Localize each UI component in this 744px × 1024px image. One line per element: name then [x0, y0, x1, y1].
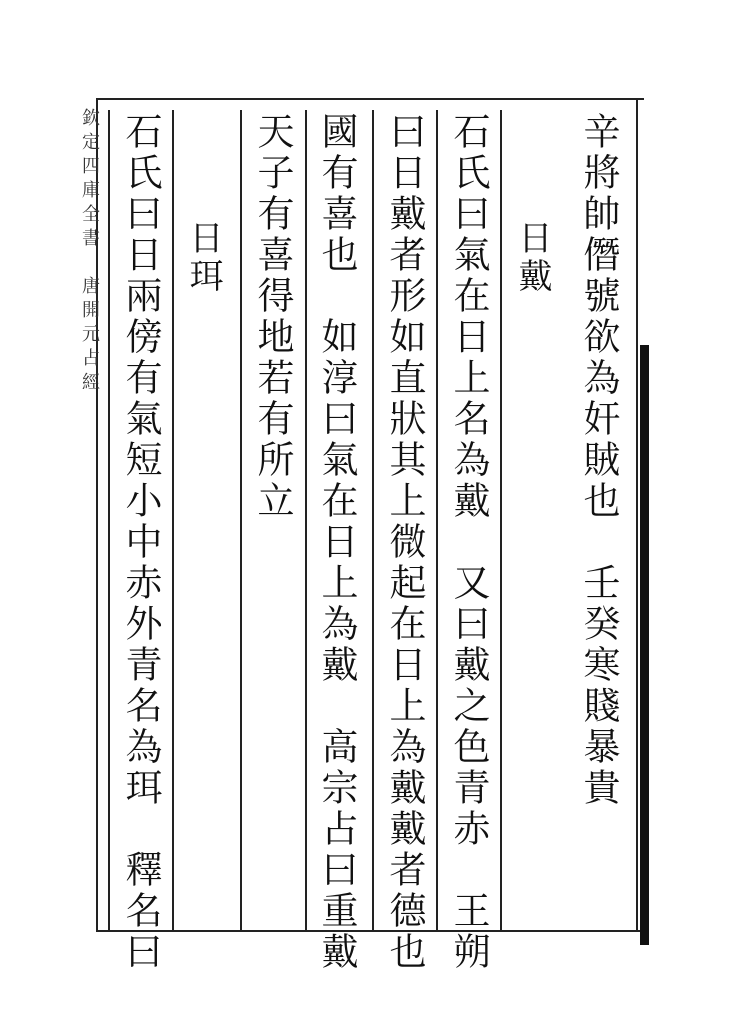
column-divider — [172, 110, 174, 930]
text-column-4: 曰日戴者形如直狀其上微起在日上為戴戴者德也 — [383, 112, 426, 973]
margin-running-title: 欽定四庫全書 唐開元占經 — [79, 108, 100, 396]
heading-column-ri-er: 日珥 — [183, 220, 223, 296]
frame-right-line — [636, 98, 638, 932]
column-divider — [240, 110, 242, 930]
right-page-edge — [640, 345, 649, 945]
column-divider — [305, 110, 307, 930]
column-divider — [108, 110, 110, 930]
frame-top-line — [96, 98, 644, 100]
text-column-5: 國有喜也 如淳曰氣在日上為戴 高宗占曰重戴 — [315, 112, 358, 973]
column-divider — [500, 110, 502, 930]
text-column-1: 辛將帥僭號欲為奸賊也 壬癸寒賤暴貴 — [577, 112, 620, 809]
text-column-6: 天子有喜得地若有所立 — [251, 112, 294, 522]
column-divider — [372, 110, 374, 930]
frame-bottom-line — [96, 930, 644, 932]
text-column-3: 石氏曰氣在日上名為戴 又曰戴之色青赤 王朔 — [447, 112, 490, 973]
column-divider — [436, 110, 438, 930]
text-column-8: 石氏曰日兩傍有氣短小中赤外青名為珥 釋名曰 — [119, 112, 162, 973]
heading-column-ri-dai: 日戴 — [512, 220, 552, 296]
